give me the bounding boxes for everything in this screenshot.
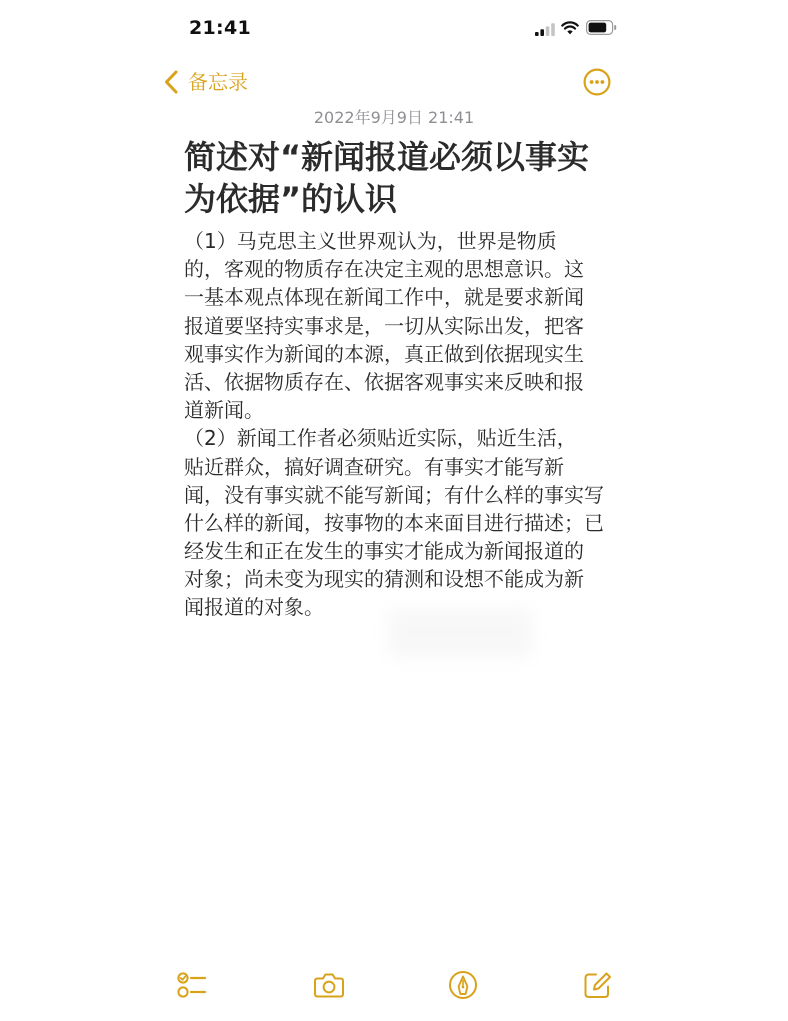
battery-icon	[586, 20, 617, 39]
note-line[interactable]: 经发生和正在发生的事实才能成为新闻报道的	[184, 539, 584, 564]
status-time: 21:41	[189, 17, 251, 39]
more-button[interactable]	[583, 68, 611, 96]
note-line[interactable]: 活、依据物质存在、依据客观事实来反映和报	[184, 369, 584, 394]
note-title[interactable]	[184, 136, 624, 220]
compose-icon	[582, 970, 612, 1000]
markup-button[interactable]	[448, 970, 478, 1000]
note-line[interactable]: 闻报道的对象。	[184, 595, 324, 620]
note-line[interactable]: 一基本观点体现在新闻工作中，就是要求新闻	[184, 285, 584, 310]
compose-button[interactable]	[582, 970, 612, 1000]
note-line[interactable]: （2）新闻工作者必须贴近实际，贴近生活，	[184, 426, 577, 451]
ellipsis-circle-icon	[583, 81, 611, 100]
checklist-icon	[177, 970, 207, 1000]
note-paragraph-1[interactable]	[184, 227, 624, 424]
note-line[interactable]: （1）马克思主义世界观认为，世界是物质	[184, 229, 557, 253]
signal-bar	[551, 23, 555, 36]
camera-button[interactable]	[313, 970, 345, 1000]
markup-icon	[448, 970, 478, 1000]
note-body[interactable]	[184, 227, 624, 622]
back-label: 备忘录	[188, 70, 248, 94]
signal-bar	[546, 26, 550, 36]
note-line[interactable]: 贴近群众，搞好调查研究。有事实才能写新	[184, 454, 564, 479]
note-date: 2022年9月9日 21:41	[313, 108, 475, 127]
back-button[interactable]	[163, 68, 248, 96]
note-paragraph-2[interactable]	[184, 424, 624, 621]
signal-icon	[535, 21, 557, 40]
note-line[interactable]: 报道要坚持实事求是，一切从实际出发，把客	[184, 313, 584, 338]
note-title-line[interactable]: 为依据”的认识	[184, 180, 398, 218]
wifi-icon	[561, 20, 579, 39]
chevron-left-icon	[163, 69, 179, 95]
camera-icon	[313, 970, 345, 1000]
note-line[interactable]: 对象；尚未变为现实的猜测和设想不能成为新	[184, 567, 584, 592]
note-title-line[interactable]: 简述对“新闻报道必须以事实	[184, 138, 590, 176]
checklist-button[interactable]	[177, 970, 207, 1000]
battery-fill	[589, 23, 607, 33]
note-line[interactable]: 闻，没有事实就不能写新闻；有什么样的事实写	[184, 482, 604, 507]
note-line[interactable]: 的，客观的物质存在决定主观的思想意识。这	[184, 257, 584, 282]
note-line[interactable]: 道新闻。	[184, 398, 264, 423]
note-line[interactable]: 观事实作为新闻的本源，真正做到依据现实生	[184, 341, 584, 366]
signal-bar	[535, 32, 539, 36]
note-line[interactable]: 什么样的新闻，按事物的本来面目进行描述；已	[184, 510, 604, 535]
image-smudge	[388, 608, 533, 658]
signal-bar	[540, 29, 544, 36]
